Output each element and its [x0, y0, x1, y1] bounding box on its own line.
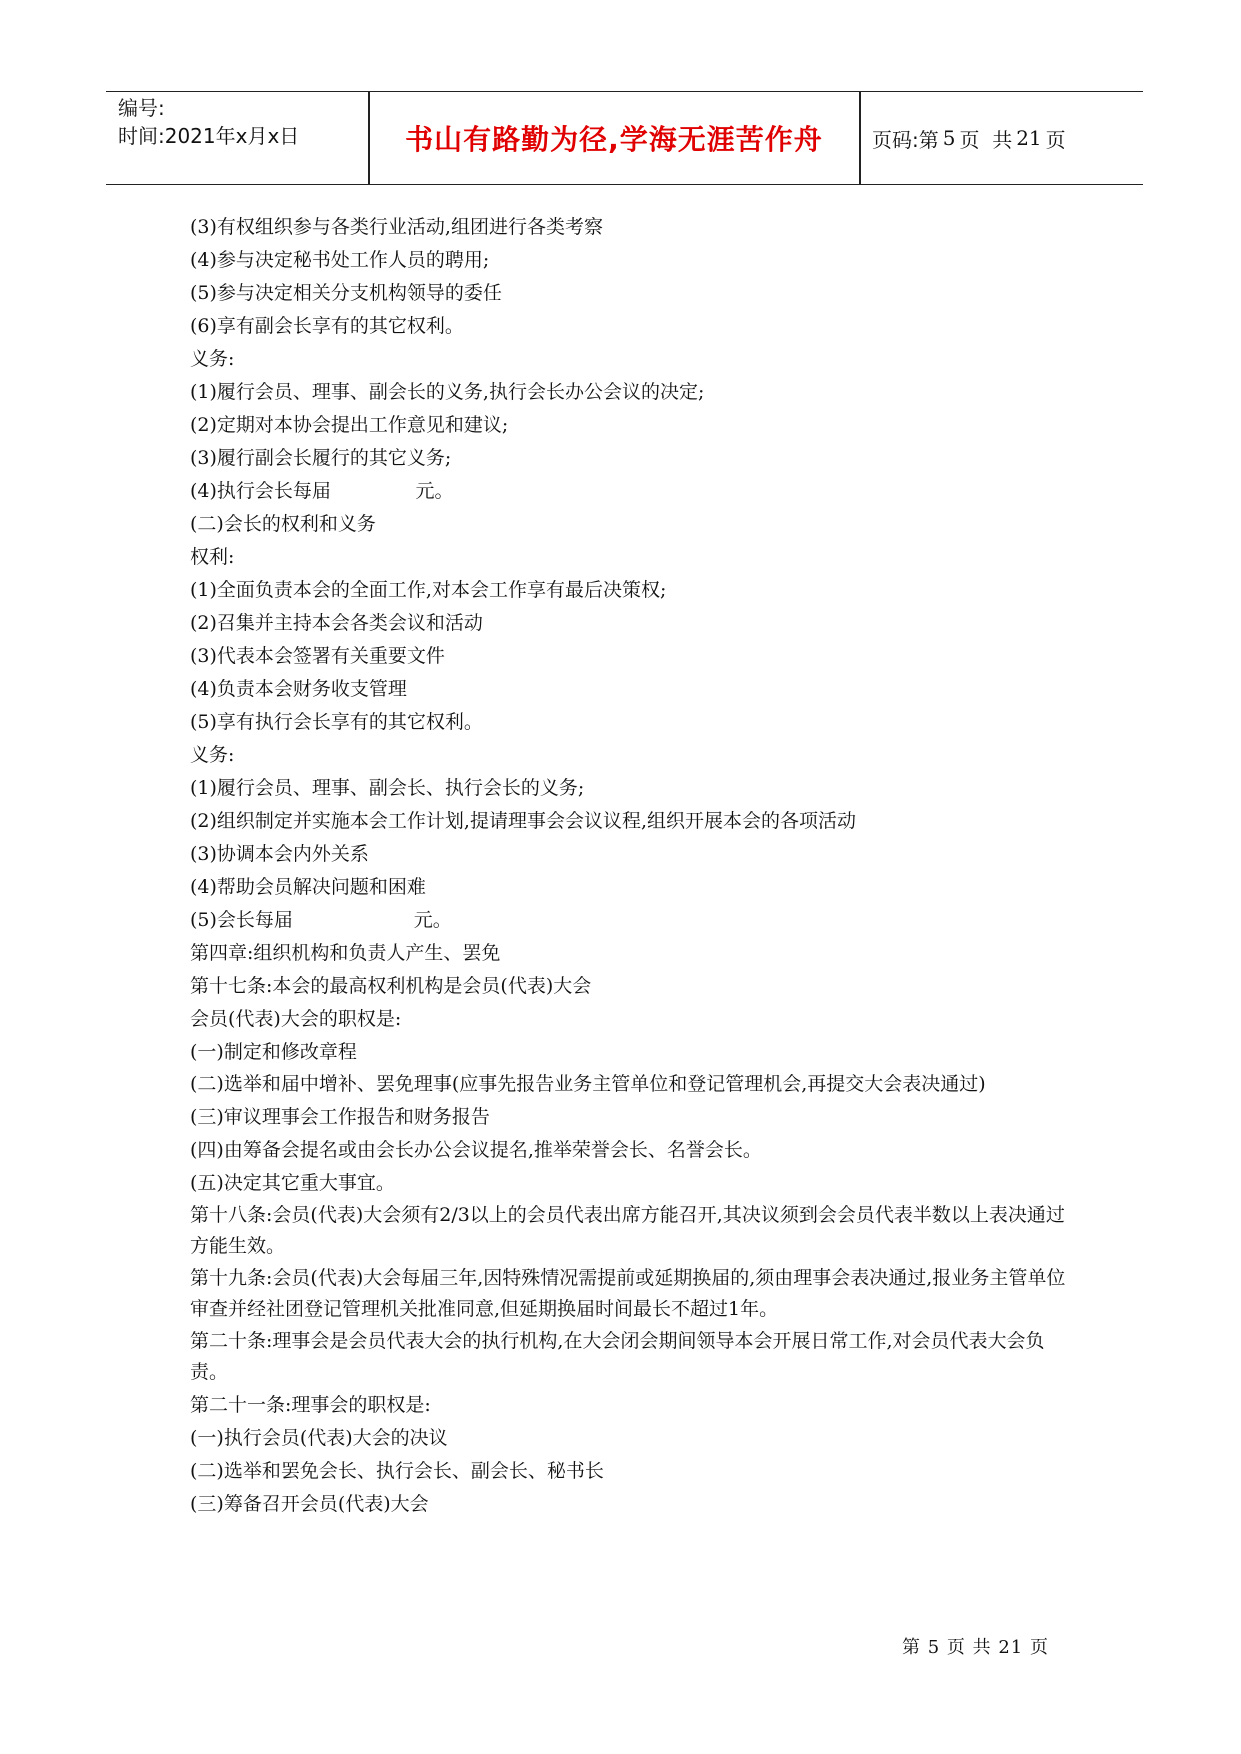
- motto: 书山有路勤为径,学海无涯苦作舟: [405, 123, 823, 156]
- text-paragraph: 第十九条:会员(代表)大会每届三年,因特殊情况需提前或延期换届的,须由理事会表决通过,报业务主管单位审查并经社团登记管理机关批准同意,但延期换届时间最长不超过1年。: [190, 1266, 1066, 1320]
- text-line: (五)决定其它重大事宜。: [190, 1171, 395, 1194]
- text-line: (三)筹备召开会员(代表)大会: [190, 1492, 429, 1515]
- page-code: [872, 92, 1066, 184]
- document-body: [190, 211, 1070, 1521]
- header-left-cell: [118, 94, 299, 150]
- text-line: (4)执行会长每届 元。: [190, 480, 454, 502]
- section-label: 权利:: [190, 546, 235, 568]
- text-line: (一)执行会员(代表)大会的决议: [190, 1426, 448, 1449]
- text-line: (二)选举和罢免会长、执行会长、副会长、秘书长: [190, 1459, 604, 1482]
- text-line: (4)帮助会员解决问题和困难: [190, 876, 426, 898]
- text-paragraph: 第十八条:会员(代表)大会须有2/3以上的会员代表出席方能召开,其决议须到会会员代表半数以上表决通过方能生效。: [190, 1203, 1065, 1257]
- text-paragraph: 第二十条:理事会是会员代表大会的执行机构,在大会闭会期间领导本会开展日常工作,对会员代表大会负责。: [190, 1329, 1045, 1383]
- text-line: (2)召集并主持本会各类会议和活动: [190, 612, 483, 634]
- text-line: (二)会长的权利和义务: [190, 513, 376, 535]
- text-line: (4)负责本会财务收支管理: [190, 678, 407, 700]
- page-number: 5: [942, 126, 956, 150]
- text-line: (4)参与决定秘书处工作人员的聘用;: [190, 249, 490, 271]
- text-line: (1)履行会员、理事、副会长、执行会长的义务;: [190, 777, 585, 799]
- total-pages: 21: [1016, 126, 1042, 150]
- page-mid: 页 共: [959, 127, 1013, 152]
- text-line: (2)定期对本协会提出工作意见和建议;: [190, 414, 509, 436]
- text-line: (5)享有执行会长享有的其它权利。: [190, 711, 483, 733]
- text-line: (3)协调本会内外关系: [190, 843, 369, 865]
- chapter-heading: 第四章:组织机构和负责人产生、罢免: [190, 942, 501, 964]
- text-line: (3)有权组织参与各类行业活动,组团进行各类考察: [190, 216, 603, 238]
- text-line: (5)会长每届 元。: [190, 909, 452, 931]
- text-line: (1)履行会员、理事、副会长的义务,执行会长办公会议的决定;: [190, 381, 705, 403]
- text-line: (2)组织制定并实施本会工作计划,提请理事会会议议程,组织开展本会的各项活动: [190, 810, 856, 832]
- header-divider: [859, 92, 861, 184]
- text-line: (一)制定和修改章程: [190, 1041, 357, 1063]
- serial-label: 编号:: [118, 96, 165, 120]
- section-label: 义务:: [190, 744, 235, 766]
- header-table: [106, 91, 1143, 185]
- page-label: 页码:第: [872, 127, 939, 152]
- text-line: (四)由筹备会提名或由会长办公会议提名,推举荣誉会长、名誉会长。: [190, 1138, 762, 1161]
- page-suffix: 页: [1045, 127, 1066, 152]
- text-paragraph: (二)选举和届中增补、罢免理事(应事先报告业务主管单位和登记管理机会,再提交大会表决通过): [190, 1073, 986, 1095]
- text-line: 第十七条:本会的最高权利机构是会员(代表)大会: [190, 975, 592, 997]
- page-footer: 第 5 页 共 21 页: [902, 1637, 1049, 1658]
- text-line: (3)代表本会签署有关重要文件: [190, 645, 445, 667]
- time-label: 时间:2021年x月x日: [118, 124, 300, 148]
- text-line: 第二十一条:理事会的职权是:: [190, 1393, 431, 1416]
- text-line: (3)履行副会长履行的其它义务;: [190, 447, 452, 469]
- text-line: (1)全面负责本会的全面工作,对本会工作享有最后决策权;: [190, 579, 667, 601]
- text-line: (6)享有副会长享有的其它权利。: [190, 315, 464, 337]
- text-line: 会员(代表)大会的职权是:: [190, 1008, 402, 1030]
- text-line: (5)参与决定相关分支机构领导的委任: [190, 282, 502, 304]
- text-line: (三)审议理事会工作报告和财务报告: [190, 1105, 490, 1128]
- section-label: 义务:: [190, 348, 235, 370]
